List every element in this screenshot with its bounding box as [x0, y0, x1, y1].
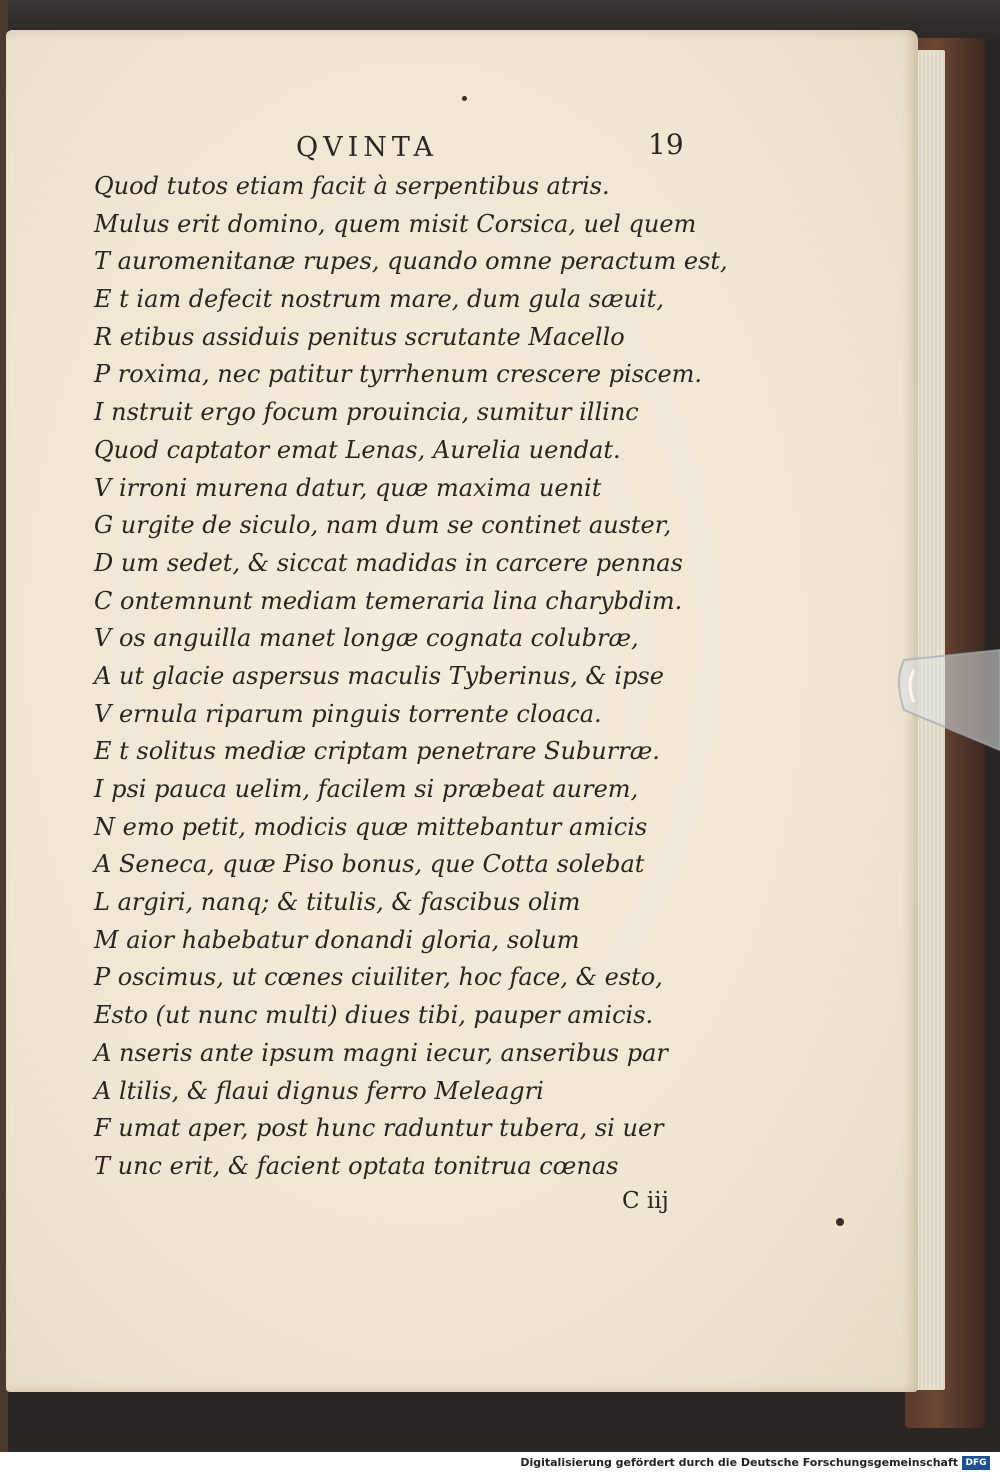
verse-line: E t solitus mediæ criptam penetrare Suburræ. — [94, 737, 660, 766]
verse-line: V ernula riparum pinguis torrente cloaca. — [94, 699, 602, 728]
verse-line: I nstruit ergo focum prouincia, sumitur illinc — [94, 398, 639, 427]
verse-line: V irroni murena datur, quæ maxima uenit — [94, 473, 602, 502]
verse-line: Mulus erit domino, quem misit Corsica, uel quem — [94, 209, 697, 238]
signature-mark: C iij — [622, 1188, 669, 1214]
ink-spot — [462, 96, 467, 101]
verse-line: D um sedet, & siccat madidas in carcere pennas — [94, 548, 683, 577]
verse-line: T auromenitanæ rupes, quando omne peractum est, — [94, 247, 728, 276]
verse-line: N emo petit, modicis quæ mittebantur amicis — [94, 812, 648, 841]
verse-line: T unc erit, & facient optata tonitrua cœnas — [94, 1151, 619, 1180]
verse-line: I psi pauca uelim, facilem si præbeat aurem, — [94, 775, 639, 803]
verse-line: L argiri, nanq; & titulis, & fascibus olim — [94, 888, 581, 917]
verse-line: V os anguilla manet longæ cognata colubræ, — [94, 624, 639, 653]
verse-line: Quod tutos etiam facit à serpentibus atris. — [94, 172, 610, 200]
verse-text-block — [94, 168, 728, 1186]
folio-number: 19 — [648, 128, 684, 161]
verse-line: E t iam defecit nostrum mare, dum gula sæuit, — [94, 285, 664, 314]
verse-line: A Seneca, quæ Piso bonus, que Cotta solebat — [94, 850, 645, 879]
verse-line: A ut glacie aspersus maculis Tyberinus, & ipse — [94, 661, 664, 690]
dfg-logo: DFG — [962, 1456, 990, 1470]
verse-line: R etibus assiduis penitus scrutante Macello — [94, 322, 625, 351]
verse-line: F umat aper, post hunc raduntur tubera, si uer — [94, 1114, 664, 1143]
verse-line: C ontemnunt mediam temeraria lina charybdim. — [94, 586, 683, 615]
verse-line: A ltilis, & flaui dignus ferro Meleagri — [94, 1076, 544, 1105]
verse-line: A nseris ante ipsum magni iecur, anseribus par — [94, 1038, 668, 1067]
verse-line: P oscimus, ut cœnes ciuiliter, hoc face, & esto, — [94, 963, 663, 992]
plastic-page-clip — [884, 640, 1000, 760]
running-head: QVINTA — [296, 132, 438, 163]
verse-line: M aior habebatur donandi gloria, solum — [94, 925, 580, 954]
verse-line: P roxima, nec patitur tyrrhenum crescere piscem. — [94, 360, 703, 389]
verse-line: G urgite de siculo, nam dum se continet auster, — [94, 511, 672, 540]
verse-line: Quod captator emat Lenas, Aurelia uendat. — [94, 435, 621, 464]
ink-spot — [836, 1218, 844, 1226]
dfg-credit: Digitalisierung gefördert durch die Deutsche Forschungsgemeinschaft — [520, 1456, 958, 1469]
verse-line: Esto (ut nunc multi) diues tibi, pauper amicis. — [94, 1001, 654, 1030]
